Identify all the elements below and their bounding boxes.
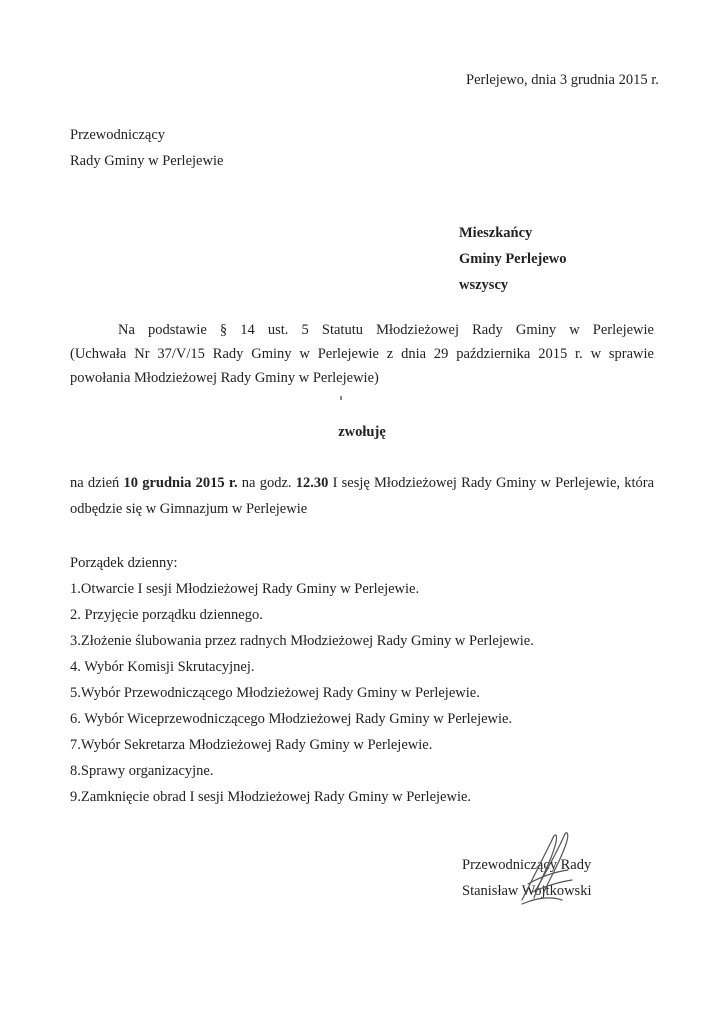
addressee-line-1: Mieszkańcy (459, 225, 533, 241)
agenda-item: 1.Otwarcie I sesji Młodzieżowej Rady Gminy w Perlejewie. (70, 581, 420, 597)
legal-basis-line-1: Na podstawie § 14 ust. 5 Statutu Młodzieżowej Rady Gminy w Perlejewie (118, 322, 654, 338)
agenda-item: 9.Zamknięcie obrad I sesji Młodzieżowej Rady Gminy w Perlejewie. (70, 789, 472, 805)
agenda-item: 2. Przyjęcie porządku dziennego. (70, 607, 263, 623)
handwritten-signature (492, 820, 592, 920)
session-time: 12.30 (295, 475, 329, 491)
sender-title: Przewodniczący (70, 127, 166, 143)
sender-organization: Rady Gminy w Perlejewie (70, 153, 224, 169)
session-paragraph (70, 470, 654, 522)
session-line-1 (70, 470, 654, 496)
addressee-line-3: wszyscy (459, 277, 509, 293)
signature-title: Przewodniczący Rady (462, 857, 592, 873)
legal-basis-line-2: (Uchwała Nr 37/V/15 Rady Gminy w Perlejewie z dnia 29 października 2015 r. w sprawie (70, 346, 654, 362)
signature-name: Stanisław Wojtkowski (462, 883, 592, 899)
session-date: 10 grudnia 2015 r. (123, 475, 238, 491)
date-line: Perlejewo, dnia 3 grudnia 2015 r. (466, 72, 659, 88)
agenda-item: 8.Sprawy organizacyjne. (70, 763, 214, 779)
sender-block (70, 122, 223, 174)
convene-heading: zwołuję (338, 424, 386, 440)
legal-basis-paragraph (70, 318, 654, 390)
addressee-line-2: Gminy Perlejewo (459, 251, 567, 267)
agenda-item: 3.Złożenie ślubowania przez radnych Młodzieżowej Rady Gminy w Perlejewie. (70, 633, 534, 649)
agenda-item: 5.Wybór Przewodniczącego Młodzieżowej Rady Gminy w Perlejewie. (70, 685, 480, 701)
addressee-block (459, 220, 567, 298)
session-mid: na godz. (237, 475, 296, 491)
session-prefix: na dzień (70, 475, 124, 491)
scan-mark (340, 396, 342, 400)
session-line-2: odbędzie się w Gimnazjum w Perlejewie (70, 501, 308, 517)
agenda-item: 7.Wybór Sekretarza Młodzieżowej Rady Gminy w Perlejewie. (70, 737, 433, 753)
session-rest: I sesję Młodzieżowej Rady Gminy w Perlejewie, która (328, 475, 655, 491)
agenda-block (70, 550, 534, 810)
agenda-item: 4. Wybór Komisji Skrutacyjnej. (70, 659, 255, 675)
legal-basis-line-3: powołania Młodzieżowej Rady Gminy w Perlejewie) (70, 370, 379, 386)
agenda-item: 6. Wybór Wiceprzewodniczącego Młodzieżowej Rady Gminy w Perlejewie. (70, 711, 513, 727)
agenda-heading: Porządek dzienny: (70, 555, 178, 571)
